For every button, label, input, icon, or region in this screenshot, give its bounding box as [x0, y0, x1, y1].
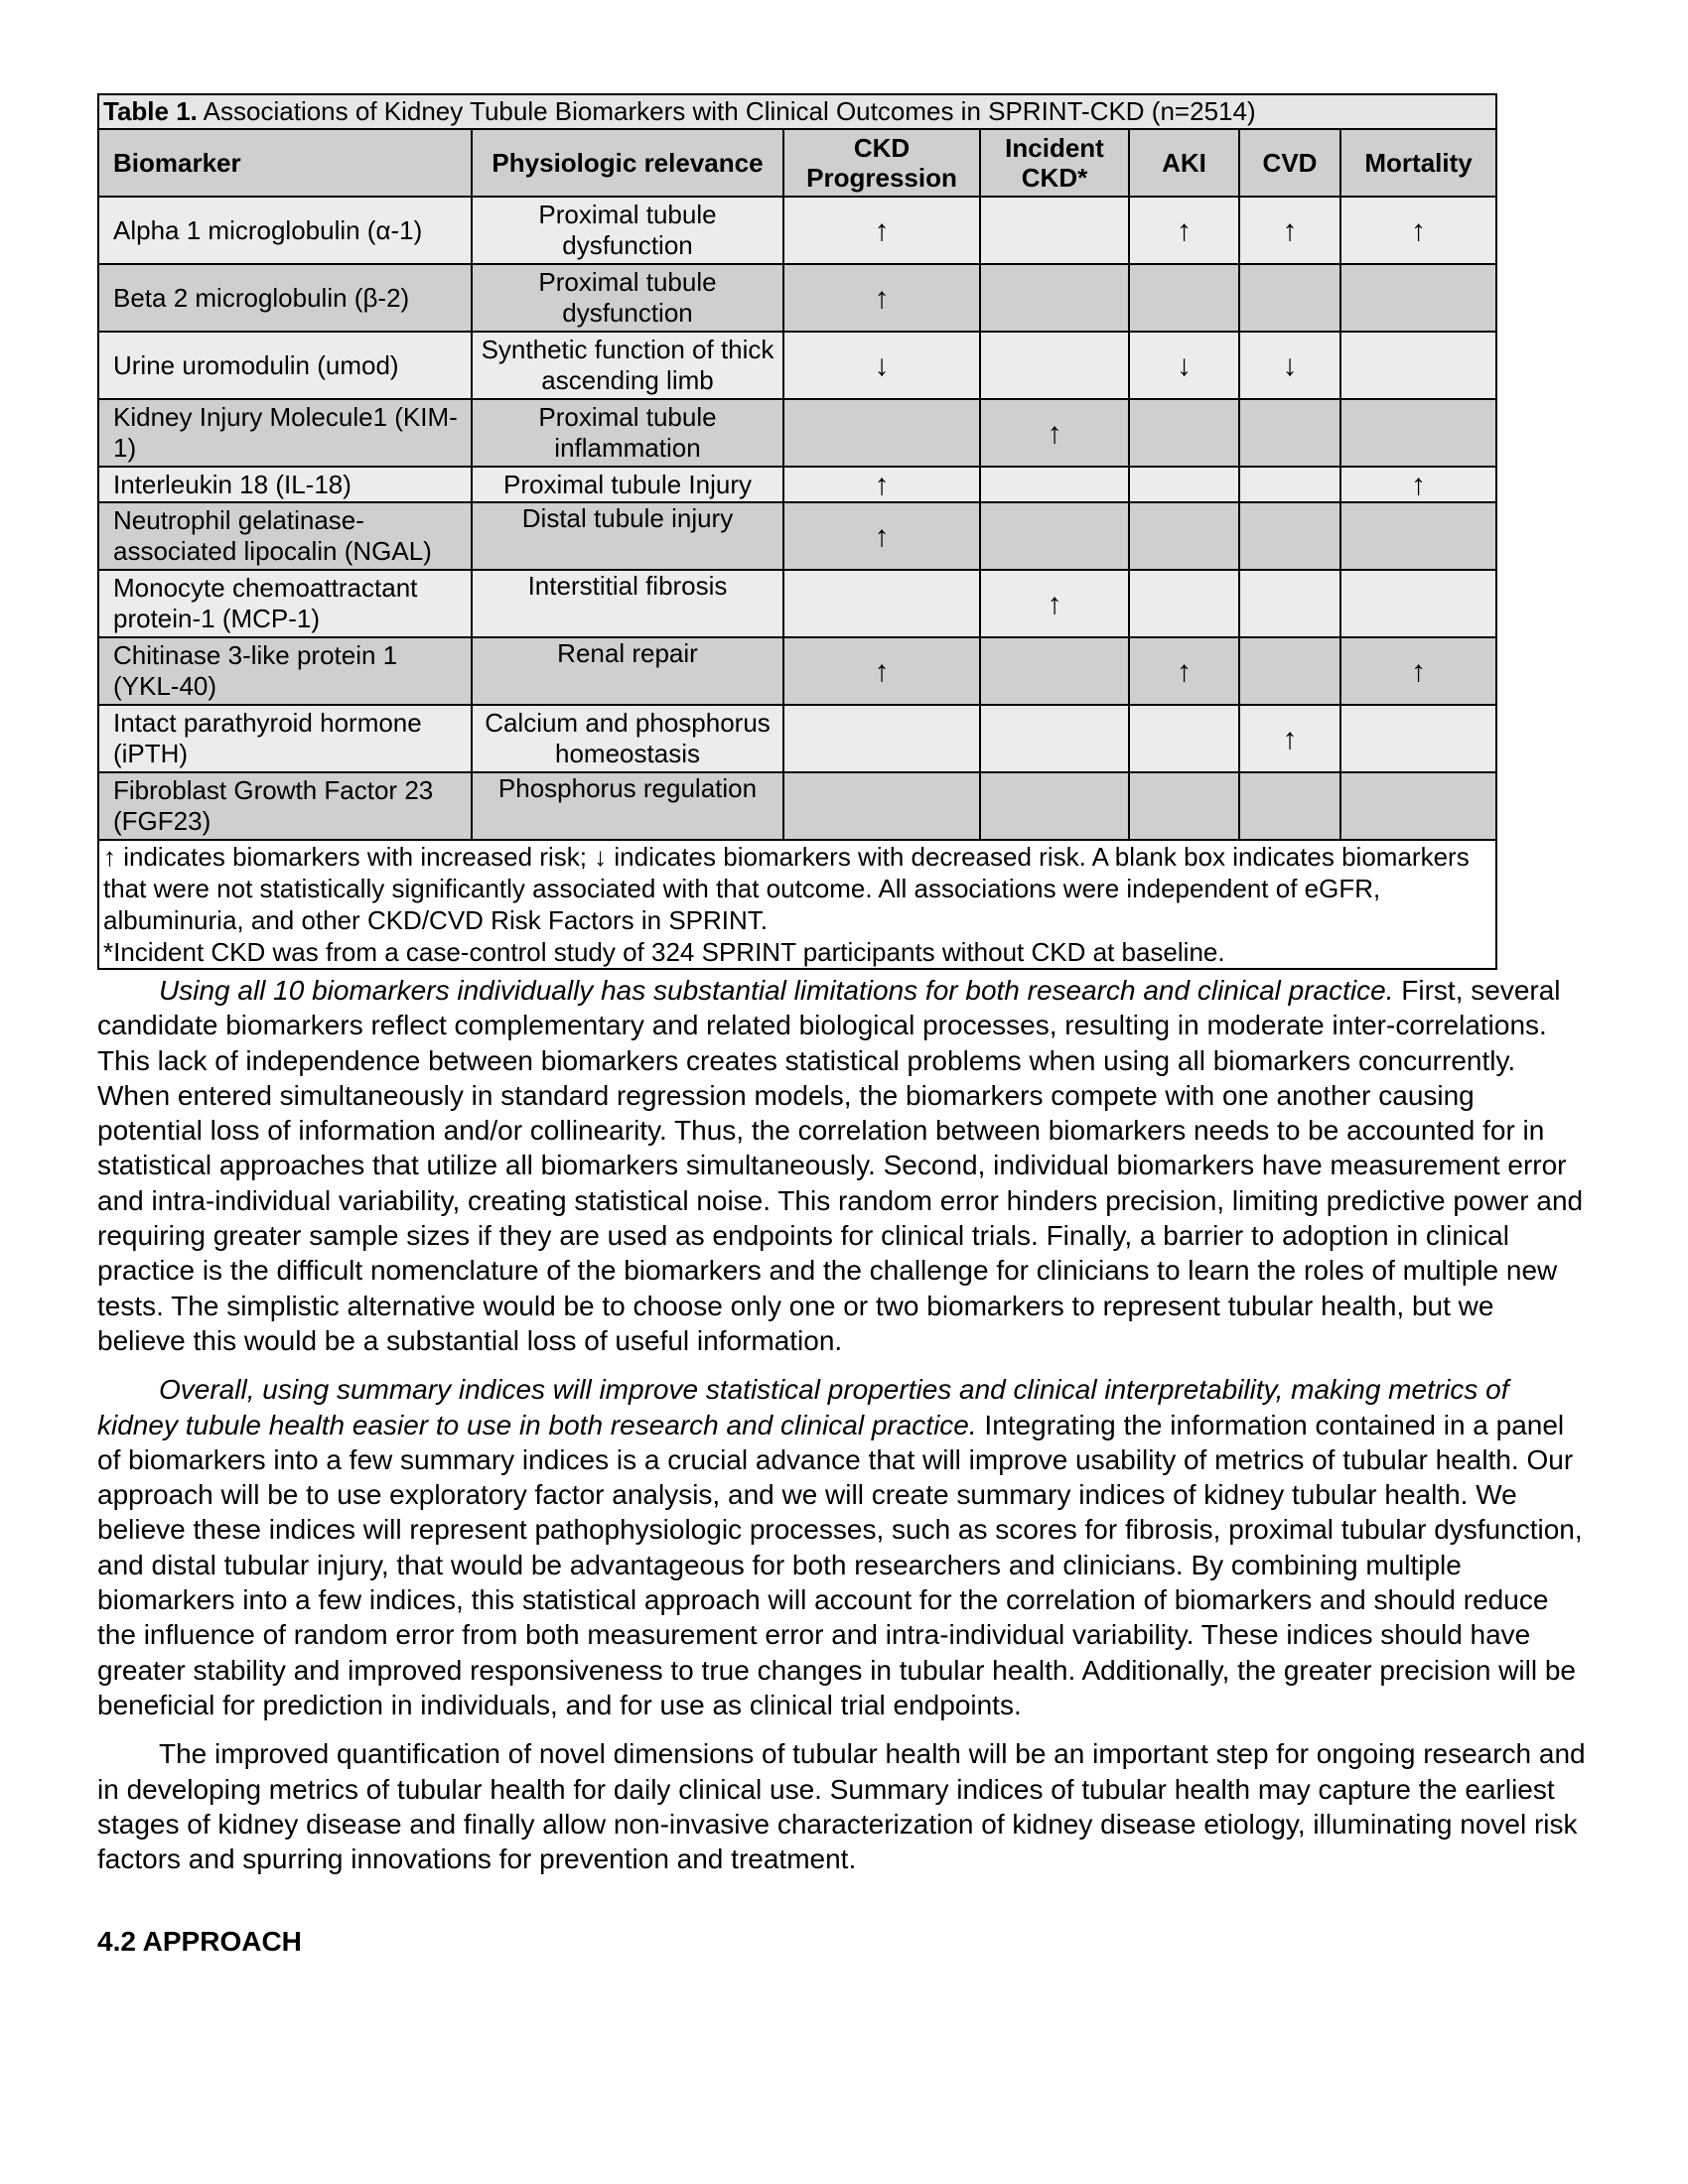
incident-ckd-cell — [980, 467, 1129, 502]
cvd-cell — [1239, 772, 1340, 840]
table-row — [98, 705, 1496, 772]
cvd-cell: ↑ — [1239, 705, 1340, 772]
document-page — [97, 93, 1587, 1959]
cvd-cell — [1239, 637, 1340, 705]
table-caption-label: Table 1. — [103, 96, 198, 126]
mortality-cell — [1340, 264, 1496, 332]
relevance-cell: Calcium and phosphorus homeostasis — [472, 705, 783, 772]
aki-cell: ↑ — [1129, 197, 1239, 264]
table-row — [98, 570, 1496, 637]
biomarker-cell: Kidney Injury Molecule1 (KIM-1) — [98, 399, 472, 467]
cvd-cell — [1239, 502, 1340, 570]
aki-cell — [1129, 772, 1239, 840]
incident-ckd-cell: ↑ — [980, 570, 1129, 637]
relevance-cell: Synthetic function of thick ascending limb — [472, 332, 783, 399]
col-header-biomarker: Biomarker — [98, 129, 472, 197]
ckd-progression-cell — [783, 705, 980, 772]
mortality-cell — [1340, 399, 1496, 467]
mortality-cell — [1340, 705, 1496, 772]
col-header-ckd-progression: CKD Progression — [783, 129, 980, 197]
relevance-cell: Phosphorus regulation — [472, 772, 783, 840]
incident-ckd-cell — [980, 197, 1129, 264]
mortality-cell — [1340, 772, 1496, 840]
relevance-cell: Proximal tubule dysfunction — [472, 197, 783, 264]
ckd-progression-cell: ↑ — [783, 502, 980, 570]
section-heading: 4.2 APPROACH — [97, 1926, 302, 1958]
table-row — [98, 637, 1496, 705]
table-caption-text: Associations of Kidney Tubule Biomarkers with Clinical Outcomes in SPRINT-CKD (n=2514) — [197, 96, 1256, 126]
biomarker-cell: Fibroblast Growth Factor 23 (FGF23) — [98, 772, 472, 840]
biomarker-cell: Intact parathyroid hormone (iPTH) — [98, 705, 472, 772]
body-paragraph — [97, 1736, 1587, 1876]
table-row — [98, 264, 1496, 332]
table-footnote-incident-ckd: *Incident CKD was from a case-control study of 324 SPRINT participants without CKD at baseline. — [103, 937, 1225, 967]
cvd-cell — [1239, 399, 1340, 467]
mortality-cell — [1340, 332, 1496, 399]
cvd-cell — [1239, 264, 1340, 332]
incident-ckd-cell: ↑ — [980, 399, 1129, 467]
col-header-incident-ckd: Incident CKD* — [980, 129, 1129, 197]
incident-ckd-cell — [980, 264, 1129, 332]
ckd-progression-cell: ↑ — [783, 197, 980, 264]
ckd-progression-cell: ↓ — [783, 332, 980, 399]
table-footnote-legend: ↑ indicates biomarkers with increased risk; ↓ indicates biomarkers with decreased risk. A blank box indicates biomarkers that were not statistically significantly associated with that outcome. All associations were independent of eGFR, albuminuria, and other CKD/CVD Risk Factors in SPRINT. — [103, 842, 1470, 935]
mortality-cell: ↑ — [1340, 467, 1496, 502]
biomarker-cell: Monocyte chemoattractant protein-1 (MCP-1) — [98, 570, 472, 637]
paragraph-text: The improved quantification of novel dimensions of tubular health will be an important step for ongoing research and in developing metrics of tubular health for daily clinical use. Summary indices of tubular health may capture the earliest stages of kidney disease and finally allow non-invasive characterization of kidney disease etiology, illuminating novel risk factors and spurring innovations for prevention and treatment. — [97, 1738, 1586, 1875]
mortality-cell — [1340, 570, 1496, 637]
relevance-cell: Proximal tubule inflammation — [472, 399, 783, 467]
biomarker-cell: Interleukin 18 (IL-18) — [98, 467, 472, 502]
paragraph-lead-italic: Overall, using summary indices will improve statistical properties and clinical interpretability, making metrics of kidney tubule health easier to use in both research and clinical practice. — [97, 1374, 1509, 1440]
biomarker-cell: Alpha 1 microglobulin (α-1) — [98, 197, 472, 264]
col-header-relevance: Physiologic relevance — [472, 129, 783, 197]
body-paragraph — [97, 973, 1587, 1358]
ckd-progression-cell — [783, 399, 980, 467]
cvd-cell — [1239, 570, 1340, 637]
incident-ckd-cell — [980, 502, 1129, 570]
mortality-cell — [1340, 502, 1496, 570]
ckd-progression-cell — [783, 772, 980, 840]
paragraph-text: Integrating the information contained in a panel of biomarkers into a few summary indices is a crucial advance that will improve usability of metrics of tubular health. Our approach will be to use exploratory factor analysis, and we will create summary indices of kidney tubular health. We believe these indices will represent pathophysiologic processes, such as scores for fibrosis, proximal tubular dysfunction, and distal tubular injury, that would be advantageous for both researchers and clinicians. By combining multiple biomarkers into a few indices, this statistical approach will account for the correlation of biomarkers and should reduce the influence of random error from both measurement error and intra-individual variability. These indices should have greater stability and improved responsiveness to true changes in tubular health. Additionally, the greater precision will be beneficial for prediction in individuals, and for use as clinical trial endpoints. — [97, 1409, 1583, 1720]
paragraph-text: First, several candidate biomarkers reflect complementary and related biological processes, resulting in moderate inter-correlations. This lack of independence between biomarkers creates statistical problems when using all biomarkers concurrently. When entered simultaneously in standard regression models, the biomarkers compete with one another causing potential loss of information and/or collinearity. Thus, the correlation between biomarkers needs to be accounted for in statistical approaches that utilize all biomarkers simultaneously. Second, individual biomarkers have measurement error and intra-individual variability, creating statistical noise. This random error hinders precision, limiting predictive power and requiring greater sample sizes if they are used as endpoints for clinical trials. Finally, a barrier to adoption in clinical practice is the difficult nomenclature of the biomarkers and the challenge for clinicians to learn the roles of multiple new tests. The simplistic alternative would be to choose only one or two biomarkers to represent tubular health, but we believe this would be a substantial loss of useful information. — [97, 975, 1584, 1356]
body-paragraph — [97, 1372, 1587, 1722]
table-row — [98, 467, 1496, 502]
table-footnote — [98, 840, 1496, 969]
table-row — [98, 332, 1496, 399]
relevance-cell: Interstitial fibrosis — [472, 570, 783, 637]
paragraph-lead-italic: Using all 10 biomarkers individually has substantial limitations for both research and clinical practice. — [159, 975, 1394, 1006]
ckd-progression-cell — [783, 570, 980, 637]
biomarker-cell: Neutrophil gelatinase-associated lipocalin (NGAL) — [98, 502, 472, 570]
col-header-aki: AKI — [1129, 129, 1239, 197]
mortality-cell: ↑ — [1340, 197, 1496, 264]
aki-cell — [1129, 467, 1239, 502]
aki-cell: ↑ — [1129, 637, 1239, 705]
cvd-cell: ↓ — [1239, 332, 1340, 399]
incident-ckd-cell — [980, 705, 1129, 772]
table-caption — [98, 94, 1496, 129]
cvd-cell — [1239, 467, 1340, 502]
biomarker-cell: Urine uromodulin (umod) — [98, 332, 472, 399]
mortality-cell: ↑ — [1340, 637, 1496, 705]
aki-cell — [1129, 570, 1239, 637]
col-header-cvd: CVD — [1239, 129, 1340, 197]
biomarker-table — [97, 93, 1497, 970]
ckd-progression-cell: ↑ — [783, 264, 980, 332]
table-row — [98, 399, 1496, 467]
relevance-cell: Proximal tubule Injury — [472, 467, 783, 502]
table-row — [98, 197, 1496, 264]
cvd-cell: ↑ — [1239, 197, 1340, 264]
biomarker-cell: Beta 2 microglobulin (β-2) — [98, 264, 472, 332]
relevance-cell: Proximal tubule dysfunction — [472, 264, 783, 332]
ckd-progression-cell: ↑ — [783, 637, 980, 705]
incident-ckd-cell — [980, 332, 1129, 399]
table-row — [98, 502, 1496, 570]
relevance-cell: Renal repair — [472, 637, 783, 705]
incident-ckd-cell — [980, 772, 1129, 840]
table-row — [98, 772, 1496, 840]
ckd-progression-cell: ↑ — [783, 467, 980, 502]
col-header-mortality: Mortality — [1340, 129, 1496, 197]
aki-cell — [1129, 705, 1239, 772]
incident-ckd-cell — [980, 637, 1129, 705]
aki-cell — [1129, 399, 1239, 467]
aki-cell — [1129, 264, 1239, 332]
biomarker-cell: Chitinase 3-like protein 1 (YKL-40) — [98, 637, 472, 705]
aki-cell — [1129, 502, 1239, 570]
table-header-row — [98, 129, 1496, 197]
aki-cell: ↓ — [1129, 332, 1239, 399]
relevance-cell: Distal tubule injury — [472, 502, 783, 570]
